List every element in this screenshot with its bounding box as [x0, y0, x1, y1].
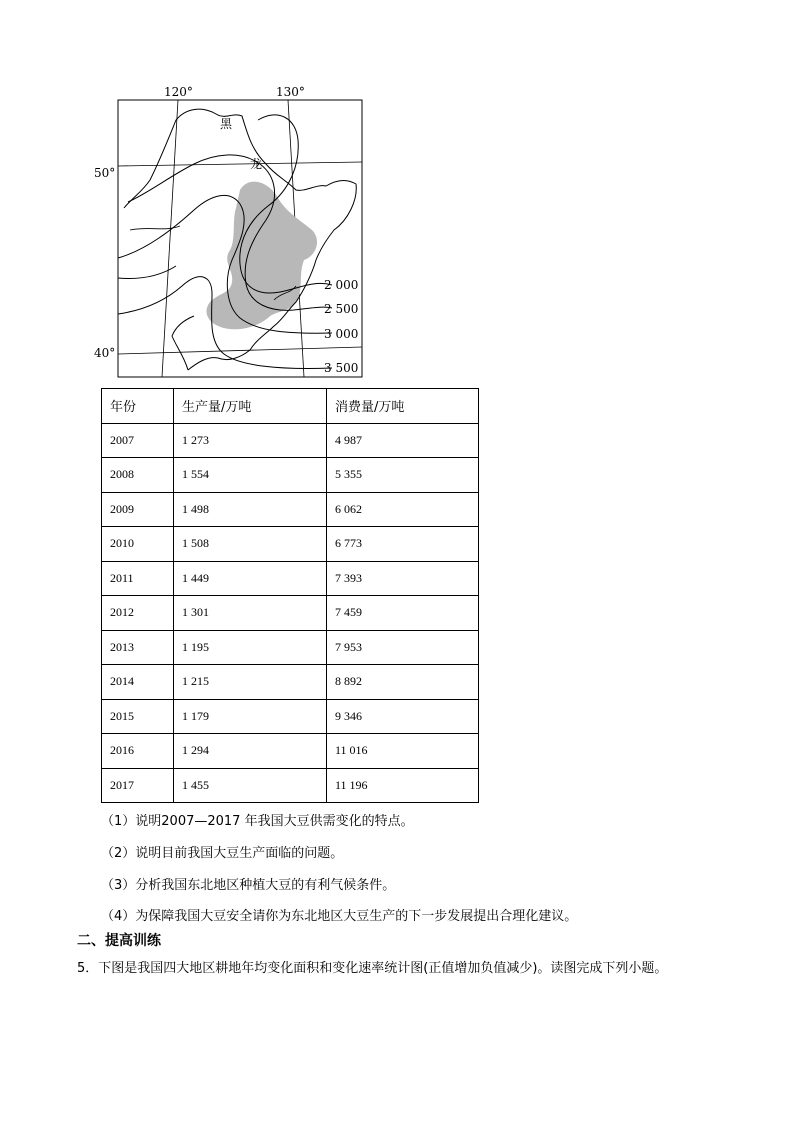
cell-consumption: 7 393 — [327, 561, 479, 596]
cell-year: 2011 — [102, 561, 174, 596]
table-row — [102, 492, 479, 527]
lon-label-120: 120° — [164, 85, 193, 99]
map-figure — [90, 80, 390, 380]
lat-label-40: 40° — [94, 346, 116, 360]
place-label-long: 龙 — [250, 157, 263, 171]
table-row — [102, 768, 479, 803]
cell-year: 2012 — [102, 596, 174, 631]
cell-production: 1 508 — [174, 527, 327, 562]
cell-consumption: 5 355 — [327, 458, 479, 493]
cell-consumption: 7 953 — [327, 630, 479, 665]
cell-consumption: 11 196 — [327, 768, 479, 803]
cell-consumption: 11 016 — [327, 734, 479, 769]
cell-production: 1 273 — [174, 423, 327, 458]
cell-year: 2007 — [102, 423, 174, 458]
cell-production: 1 554 — [174, 458, 327, 493]
cell-production: 1 294 — [174, 734, 327, 769]
question-2: （2）说明目前我国大豆生产面临的问题。 — [101, 846, 344, 861]
cell-year: 2010 — [102, 527, 174, 562]
table-row — [102, 630, 479, 665]
table-row — [102, 734, 479, 769]
section-title: 二、提高训练 — [77, 933, 161, 949]
cell-production: 1 215 — [174, 665, 327, 700]
table-row — [102, 596, 479, 631]
table-row — [102, 527, 479, 562]
cell-production: 1 301 — [174, 596, 327, 631]
cell-year: 2016 — [102, 734, 174, 769]
cell-year: 2017 — [102, 768, 174, 803]
table-row — [102, 458, 479, 493]
cell-production: 1 195 — [174, 630, 327, 665]
cell-year: 2009 — [102, 492, 174, 527]
cell-production: 1 455 — [174, 768, 327, 803]
isoline-label-3500: 3 500 — [324, 361, 359, 375]
problem-5-text: 5．下图是我国四大地区耕地年均变化面积和变化速率统计图(正值增加负值减少)。读图完成下列小题。 — [77, 961, 668, 976]
question-4: （4）为保障我国大豆安全请你为东北地区大豆生产的下一步发展提出合理化建议。 — [101, 909, 578, 924]
header-year: 年份 — [102, 389, 174, 424]
table-row — [102, 665, 479, 700]
cell-production: 1 179 — [174, 699, 327, 734]
cell-consumption: 6 062 — [327, 492, 479, 527]
table-row — [102, 699, 479, 734]
place-label-hei: 黑 — [220, 117, 233, 131]
cell-consumption: 6 773 — [327, 527, 479, 562]
question-3: （3）分析我国东北地区种植大豆的有利气候条件。 — [101, 878, 396, 893]
lon-label-130: 130° — [276, 85, 305, 99]
header-consumption: 消费量/万吨 — [327, 389, 479, 424]
isoline-label-2000: 2 000 — [324, 278, 359, 292]
cell-year: 2013 — [102, 630, 174, 665]
cell-consumption: 7 459 — [327, 596, 479, 631]
table-row — [102, 423, 479, 458]
cell-year: 2008 — [102, 458, 174, 493]
northeast-china-map — [90, 80, 390, 380]
cell-year: 2014 — [102, 665, 174, 700]
header-production: 生产量/万吨 — [174, 389, 327, 424]
question-1: （1）说明2007—2017 年我国大豆供需变化的特点。 — [101, 814, 414, 829]
cell-production: 1 498 — [174, 492, 327, 527]
cell-consumption: 4 987 — [327, 423, 479, 458]
cell-year: 2015 — [102, 699, 174, 734]
table-header-row — [102, 389, 479, 424]
isoline-label-3000: 3 000 — [324, 327, 359, 341]
lat-label-50: 50° — [94, 166, 116, 180]
cell-consumption: 8 892 — [327, 665, 479, 700]
soybean-supply-demand-table — [101, 388, 479, 803]
table-row — [102, 561, 479, 596]
cell-consumption: 9 346 — [327, 699, 479, 734]
isoline-label-2500: 2 500 — [324, 302, 359, 316]
cell-production: 1 449 — [174, 561, 327, 596]
